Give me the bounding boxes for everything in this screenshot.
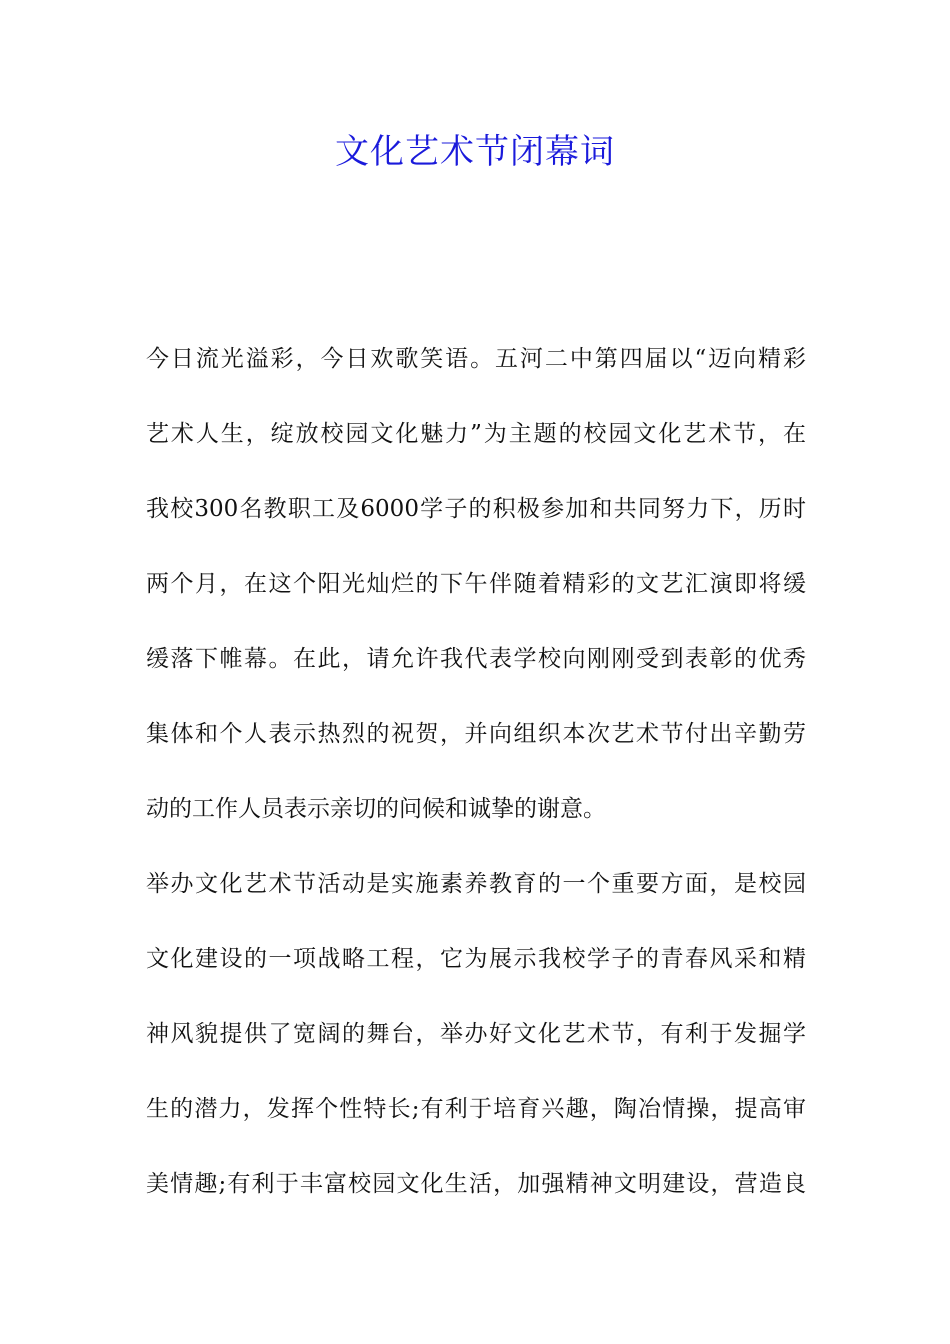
- paragraph-1-line-2: 艺术人生，绽放校园文化魅力”为主题的校园文化艺术节，在: [146, 421, 806, 447]
- paragraph-1-line-1: 今日流光溢彩，今日欢歌笑语。五河二中第四届以“迈向精彩: [146, 346, 806, 372]
- paragraph-1-line-3: 我校300名教职工及6000学子的积极参加和共同努力下，历时: [146, 496, 806, 522]
- paragraph-1-line-5: 缓落下帷幕。在此，请允许我代表学校向刚刚受到表彰的优秀: [146, 646, 806, 672]
- paragraph-1-line-6: 集体和个人表示热烈的祝贺，并向组织本次艺术节付出辛勤劳: [146, 721, 806, 747]
- paragraph-2-line-3: 神风貌提供了宽阔的舞台，举办好文化艺术节，有利于发掘学: [146, 1021, 806, 1047]
- paragraph-2-line-2: 文化建设的一项战略工程，它为展示我校学子的青春风采和精: [146, 946, 806, 972]
- paragraph-1-line-7: 动的工作人员表示亲切的问候和诚挚的谢意。: [146, 796, 606, 822]
- paragraph-2-line-5: 美情趣;有利于丰富校园文化生活，加强精神文明建设，营造良: [146, 1171, 806, 1197]
- document-title: 文化艺术节闭幕词: [335, 132, 615, 172]
- paragraph-2-line-4: 生的潜力，发挥个性特长;有利于培育兴趣，陶冶情操，提高审: [146, 1096, 806, 1122]
- paragraph-1-line-4: 两个月，在这个阳光灿烂的下午伴随着精彩的文艺汇演即将缓: [146, 571, 806, 597]
- paragraph-2-line-1: 举办文化艺术节活动是实施素养教育的一个重要方面，是校园: [146, 871, 806, 897]
